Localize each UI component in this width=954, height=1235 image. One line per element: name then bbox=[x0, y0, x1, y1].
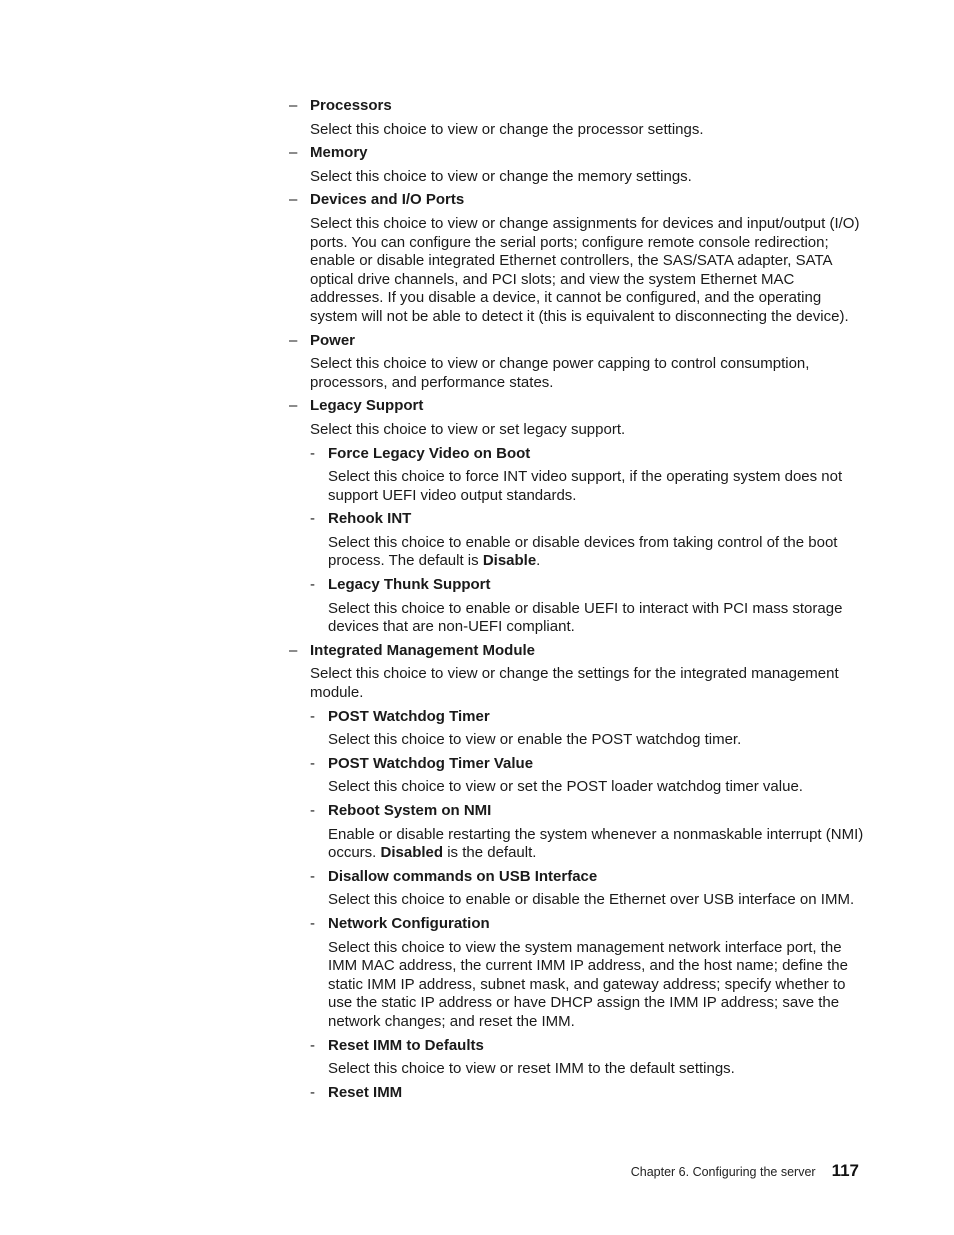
item-title: Integrated Management Module bbox=[310, 641, 536, 659]
item-description: Select this choice to view or reset IMM to the default settings. bbox=[328, 1060, 735, 1078]
item-title: Reboot System on NMI bbox=[328, 802, 492, 819]
item-title: Reset IMM bbox=[328, 1083, 403, 1101]
page-number: 117 bbox=[831, 1161, 859, 1180]
list-marker: – bbox=[289, 97, 298, 114]
list-marker: – bbox=[289, 641, 298, 659]
item-title: Legacy Thunk Support bbox=[328, 576, 491, 594]
desc-text: Select this choice to enable or disable devices from taking control of the boot process. The default is bbox=[328, 533, 838, 570]
list-marker: - bbox=[310, 576, 315, 594]
list-item-processors bbox=[289, 97, 869, 139]
list-marker: - bbox=[310, 1036, 315, 1054]
list-item-rehook-int bbox=[289, 510, 869, 571]
item-description: Select this choice to enable or disable the Ethernet over USB interface on IMM. bbox=[328, 891, 855, 909]
item-description: Select this choice to force INT video support, if the operating system does not support UEFI video output standards. bbox=[328, 468, 843, 504]
list-item-legacy-support bbox=[289, 397, 869, 439]
item-title: POST Watchdog Timer bbox=[328, 707, 490, 725]
item-description bbox=[328, 534, 869, 571]
item-description: Select this choice to view or change the memory settings. bbox=[310, 167, 692, 185]
item-title: Legacy Support bbox=[310, 397, 424, 415]
item-title: Reset IMM to Defaults bbox=[328, 1036, 484, 1054]
desc-emphasis: Disabled bbox=[380, 844, 444, 862]
item-title: Force Legacy Video on Boot bbox=[328, 444, 531, 462]
item-description: Select this choice to view or change assignments for devices and input/output (I/O) ports. You can configure the serial ports; configure remote console redirection; enable or disable integrated Ethernet controllers, the SAS/SATA adapter, SATA optical drive channels, and PCI slots; and view the system Ethernet MAC addresses. If you disable a device, it cannot be configured, and the operating system will not be able to detect it (this is equivalent to disconnecting the device). bbox=[310, 214, 860, 325]
list-marker: – bbox=[289, 144, 298, 162]
list-item-post-watchdog-timer bbox=[289, 708, 869, 750]
item-description: Select this choice to view or set the POST loader watchdog timer value. bbox=[328, 778, 803, 796]
list-item-legacy-thunk-support bbox=[289, 576, 869, 637]
item-description: Select this choice to view or change power capping to control consumption, processors, and performance states. bbox=[310, 355, 810, 391]
list-item-devices-io-ports bbox=[289, 191, 869, 326]
list-item-power bbox=[289, 332, 869, 393]
item-description: Select this choice to view or set legacy support. bbox=[310, 420, 626, 438]
list-marker: – bbox=[289, 191, 298, 209]
item-title: POST Watchdog Timer Value bbox=[328, 754, 534, 772]
list-marker: - bbox=[310, 444, 315, 462]
desc-text: is the default. bbox=[443, 844, 537, 862]
item-title: Disallow commands on USB Interface bbox=[328, 867, 598, 885]
footer-chapter-title: Chapter 6. Configuring the server bbox=[630, 1165, 816, 1179]
list-item-memory bbox=[289, 144, 869, 186]
item-title: Network Configuration bbox=[328, 914, 490, 932]
list-marker: - bbox=[310, 754, 315, 772]
list-marker: – bbox=[289, 331, 298, 349]
list-item-force-legacy-video bbox=[289, 445, 869, 506]
list-item-integrated-management-module bbox=[289, 642, 869, 703]
item-title: Power bbox=[310, 331, 356, 349]
list-marker: - bbox=[310, 914, 315, 932]
list-marker: - bbox=[310, 1083, 315, 1101]
item-description: Select this choice to enable or disable UEFI to interact with PCI mass storage devices that are non-UEFI compliant. bbox=[328, 599, 843, 636]
page-footer bbox=[631, 1161, 859, 1181]
list-marker: – bbox=[289, 397, 298, 415]
item-description: Select this choice to view or enable the POST watchdog timer. bbox=[328, 731, 742, 749]
item-title: Devices and I/O Ports bbox=[310, 191, 465, 209]
list-marker: - bbox=[310, 707, 315, 725]
desc-emphasis: Disable bbox=[482, 552, 537, 570]
item-title: Memory bbox=[310, 144, 368, 162]
desc-text: . bbox=[536, 552, 541, 570]
list-item-reset-imm bbox=[289, 1084, 869, 1103]
list-item-post-watchdog-timer-value bbox=[289, 755, 869, 797]
list-marker: - bbox=[310, 867, 315, 885]
list-item-disallow-usb-commands bbox=[289, 868, 869, 910]
item-title: Processors bbox=[310, 97, 392, 114]
list-item-reboot-system-on-nmi bbox=[289, 802, 869, 863]
item-description: Select this choice to view or change the processor settings. bbox=[310, 120, 704, 138]
item-title: Rehook INT bbox=[328, 510, 412, 528]
document-body bbox=[289, 97, 869, 1107]
desc-text: Enable or disable restarting the system whenever a nonmaskable interrupt (NMI) occurs. bbox=[328, 825, 864, 862]
list-item-network-configuration bbox=[289, 915, 869, 1032]
list-item-reset-imm-to-defaults bbox=[289, 1037, 869, 1079]
item-description bbox=[328, 826, 869, 863]
list-marker: - bbox=[310, 510, 315, 528]
item-description: Select this choice to view or change the settings for the integrated management module. bbox=[310, 665, 839, 702]
item-description: Select this choice to view the system management network interface port, the IMM MAC address, the current IMM IP address, and the host name; define the static IMM IP address, subnet mask, and gateway address; specify whether to use the static IP address or have DHCP assign the IMM IP address; save the network changes; and reset the IMM. bbox=[328, 938, 848, 1030]
list-marker: - bbox=[310, 802, 315, 819]
